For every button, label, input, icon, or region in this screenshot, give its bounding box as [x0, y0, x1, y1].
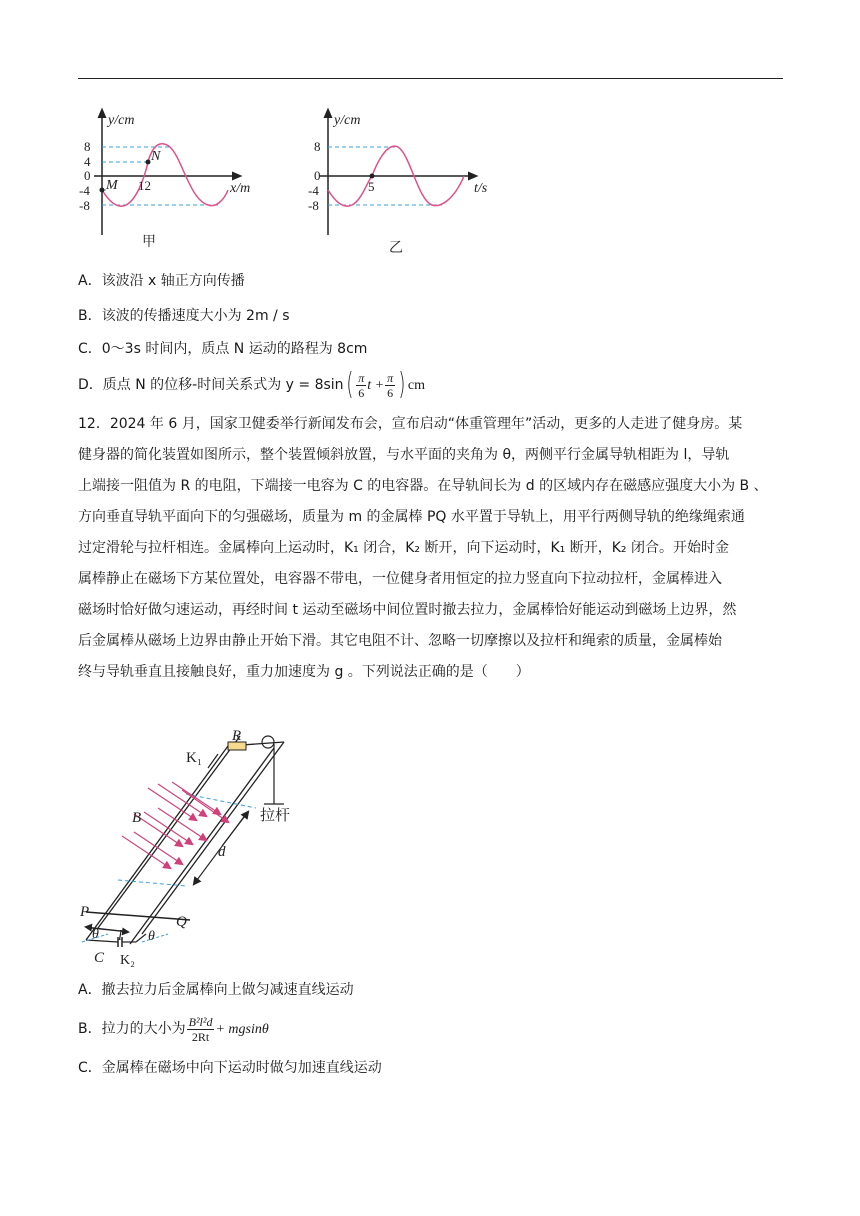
x-axis-label: x/m — [230, 181, 251, 196]
q12-option-a: A．撤去拉力后金属棒向上做匀减速直线运动 — [78, 982, 354, 998]
q12-line-3: 上端接一阻值为 R 的电阻，下端接一电容为 C 的电容器。在导轨间长为 d 的区域内存在磁感应强度大小为 B 、 — [78, 478, 768, 494]
t-axis-label: t/s — [474, 181, 488, 196]
tick-neg4: -4 — [79, 183, 90, 198]
tick-neg4: -4 — [308, 183, 319, 198]
q12-stem — [78, 409, 786, 688]
q12-line-8: 后金属棒从磁场上边界由静止开始下滑。其它电阻不计、忽略一切摩擦以及拉杆和绳索的质量，金属棒始 — [78, 633, 722, 649]
q12-option-b — [78, 1012, 269, 1047]
q12-line-7: 磁场时恰好做匀速运动，再经时间 t 运动至磁场中间位置时撤去拉力，金属棒恰好能运动到磁场上边界，然 — [78, 602, 737, 618]
header-rule — [78, 78, 783, 79]
tick-8: 8 — [314, 139, 321, 154]
q11-option-a: A．该波沿 x 轴正方向传播 — [78, 273, 245, 289]
label-c: C — [94, 950, 105, 966]
option-b-suffix: + mgsinθ — [215, 1022, 269, 1037]
q12-line-9: 终与导轨垂直且接触良好，重力加速度为 g 。下列说法正确的是（ ） — [78, 664, 530, 680]
tick-8: 8 — [84, 139, 91, 154]
x-tick-12: 12 — [138, 178, 151, 193]
t-tick-5: 5 — [368, 179, 375, 194]
label-b: B — [132, 810, 142, 826]
label-lagan: 拉杆 — [260, 808, 291, 824]
option-b-frac: $\frac{\text{B²l²d}}{2Rt}$ — [188, 1014, 213, 1044]
graph-jia-caption: 甲 — [142, 235, 156, 250]
option-d-prefix: D．质点 N 的位移-时间关系式为 y = 8sin — [78, 377, 344, 393]
point-m-dot — [100, 188, 105, 193]
label-theta-left: θ — [92, 927, 99, 942]
graph-jia — [78, 100, 278, 260]
y-axis-label: y/cm — [108, 113, 135, 128]
label-d: d — [218, 844, 226, 860]
q12-figure — [78, 728, 318, 968]
tick-0: 0 — [84, 168, 91, 183]
q12-line-6: 属棒静止在磁场下方某位置处，电容器不带电，一位健身者用恒定的拉力竖直向下拉动拉杆，金属棒进入 — [78, 571, 722, 587]
q12-line-5: 过定滑轮与拉杆相连。金属棒向上运动时，K₁ 闭合，K₂ 断开，向下运动时，K₁ 断开，K₂ 闭合。开始时金 — [78, 540, 729, 556]
label-theta-right: θ — [148, 929, 155, 944]
label-r: R — [232, 728, 242, 744]
tick-neg8: -8 — [79, 198, 90, 213]
option-d-frac1: $\frac{\pi}{6}$ — [358, 370, 365, 400]
label-l: l — [118, 928, 123, 944]
option-b-prefix: B．拉力的大小为 — [78, 1021, 186, 1037]
label-p: P — [80, 904, 90, 920]
graph-yi — [302, 100, 502, 260]
label-q: Q — [176, 914, 187, 930]
y-axis-label: y/cm — [334, 113, 361, 128]
tick-0: 0 — [314, 168, 321, 183]
q11-option-b: B．该波的传播速度大小为 2m / s — [78, 308, 290, 324]
tick-neg8: -8 — [308, 198, 319, 213]
tick-4: 4 — [84, 154, 91, 169]
option-d-unit: cm — [407, 378, 425, 393]
point-m-label: M — [106, 178, 118, 193]
label-k2: K₂ — [120, 953, 135, 968]
q12-line-2: 健身器的简化装置如图所示，整个装置倾斜放置，与水平面的夹角为 θ，两侧平行金属导轨相距为 l，导轨 — [78, 447, 730, 463]
q11-option-d: D．质点 N 的位移-时间关系式为 y = 8sin( $\frac{\pi}{6}$ t + $\frac{\pi}{6}$ ) cm — [78, 367, 425, 402]
label-k1: K₁ — [186, 750, 203, 766]
q12-line-4: 方向垂直导轨平面向下的匀强磁场，质量为 m 的金属棒 PQ 水平置于导轨上，用平行两侧导轨的绝缘绳索通 — [78, 509, 745, 525]
q12-option-c: C．金属棒在磁场中向下运动时做匀加速直线运动 — [78, 1060, 382, 1076]
option-d-frac2: $\frac{\pi}{6}$ — [387, 370, 394, 400]
t5-dot — [370, 174, 375, 179]
option-d-t: t + — [367, 378, 385, 393]
q12-line-1: 12．2024 年 6 月，国家卫健委举行新闻发布会，宣布启动“体重管理年”活动，更多的人走进了健身房。某 — [78, 416, 743, 432]
graph-yi-caption: 乙 — [389, 241, 403, 256]
point-n-label: N — [151, 149, 161, 164]
point-n-dot — [146, 160, 151, 165]
q11-option-c: C．0～3s 时间内，质点 N 运动的路程为 8cm — [78, 341, 368, 357]
